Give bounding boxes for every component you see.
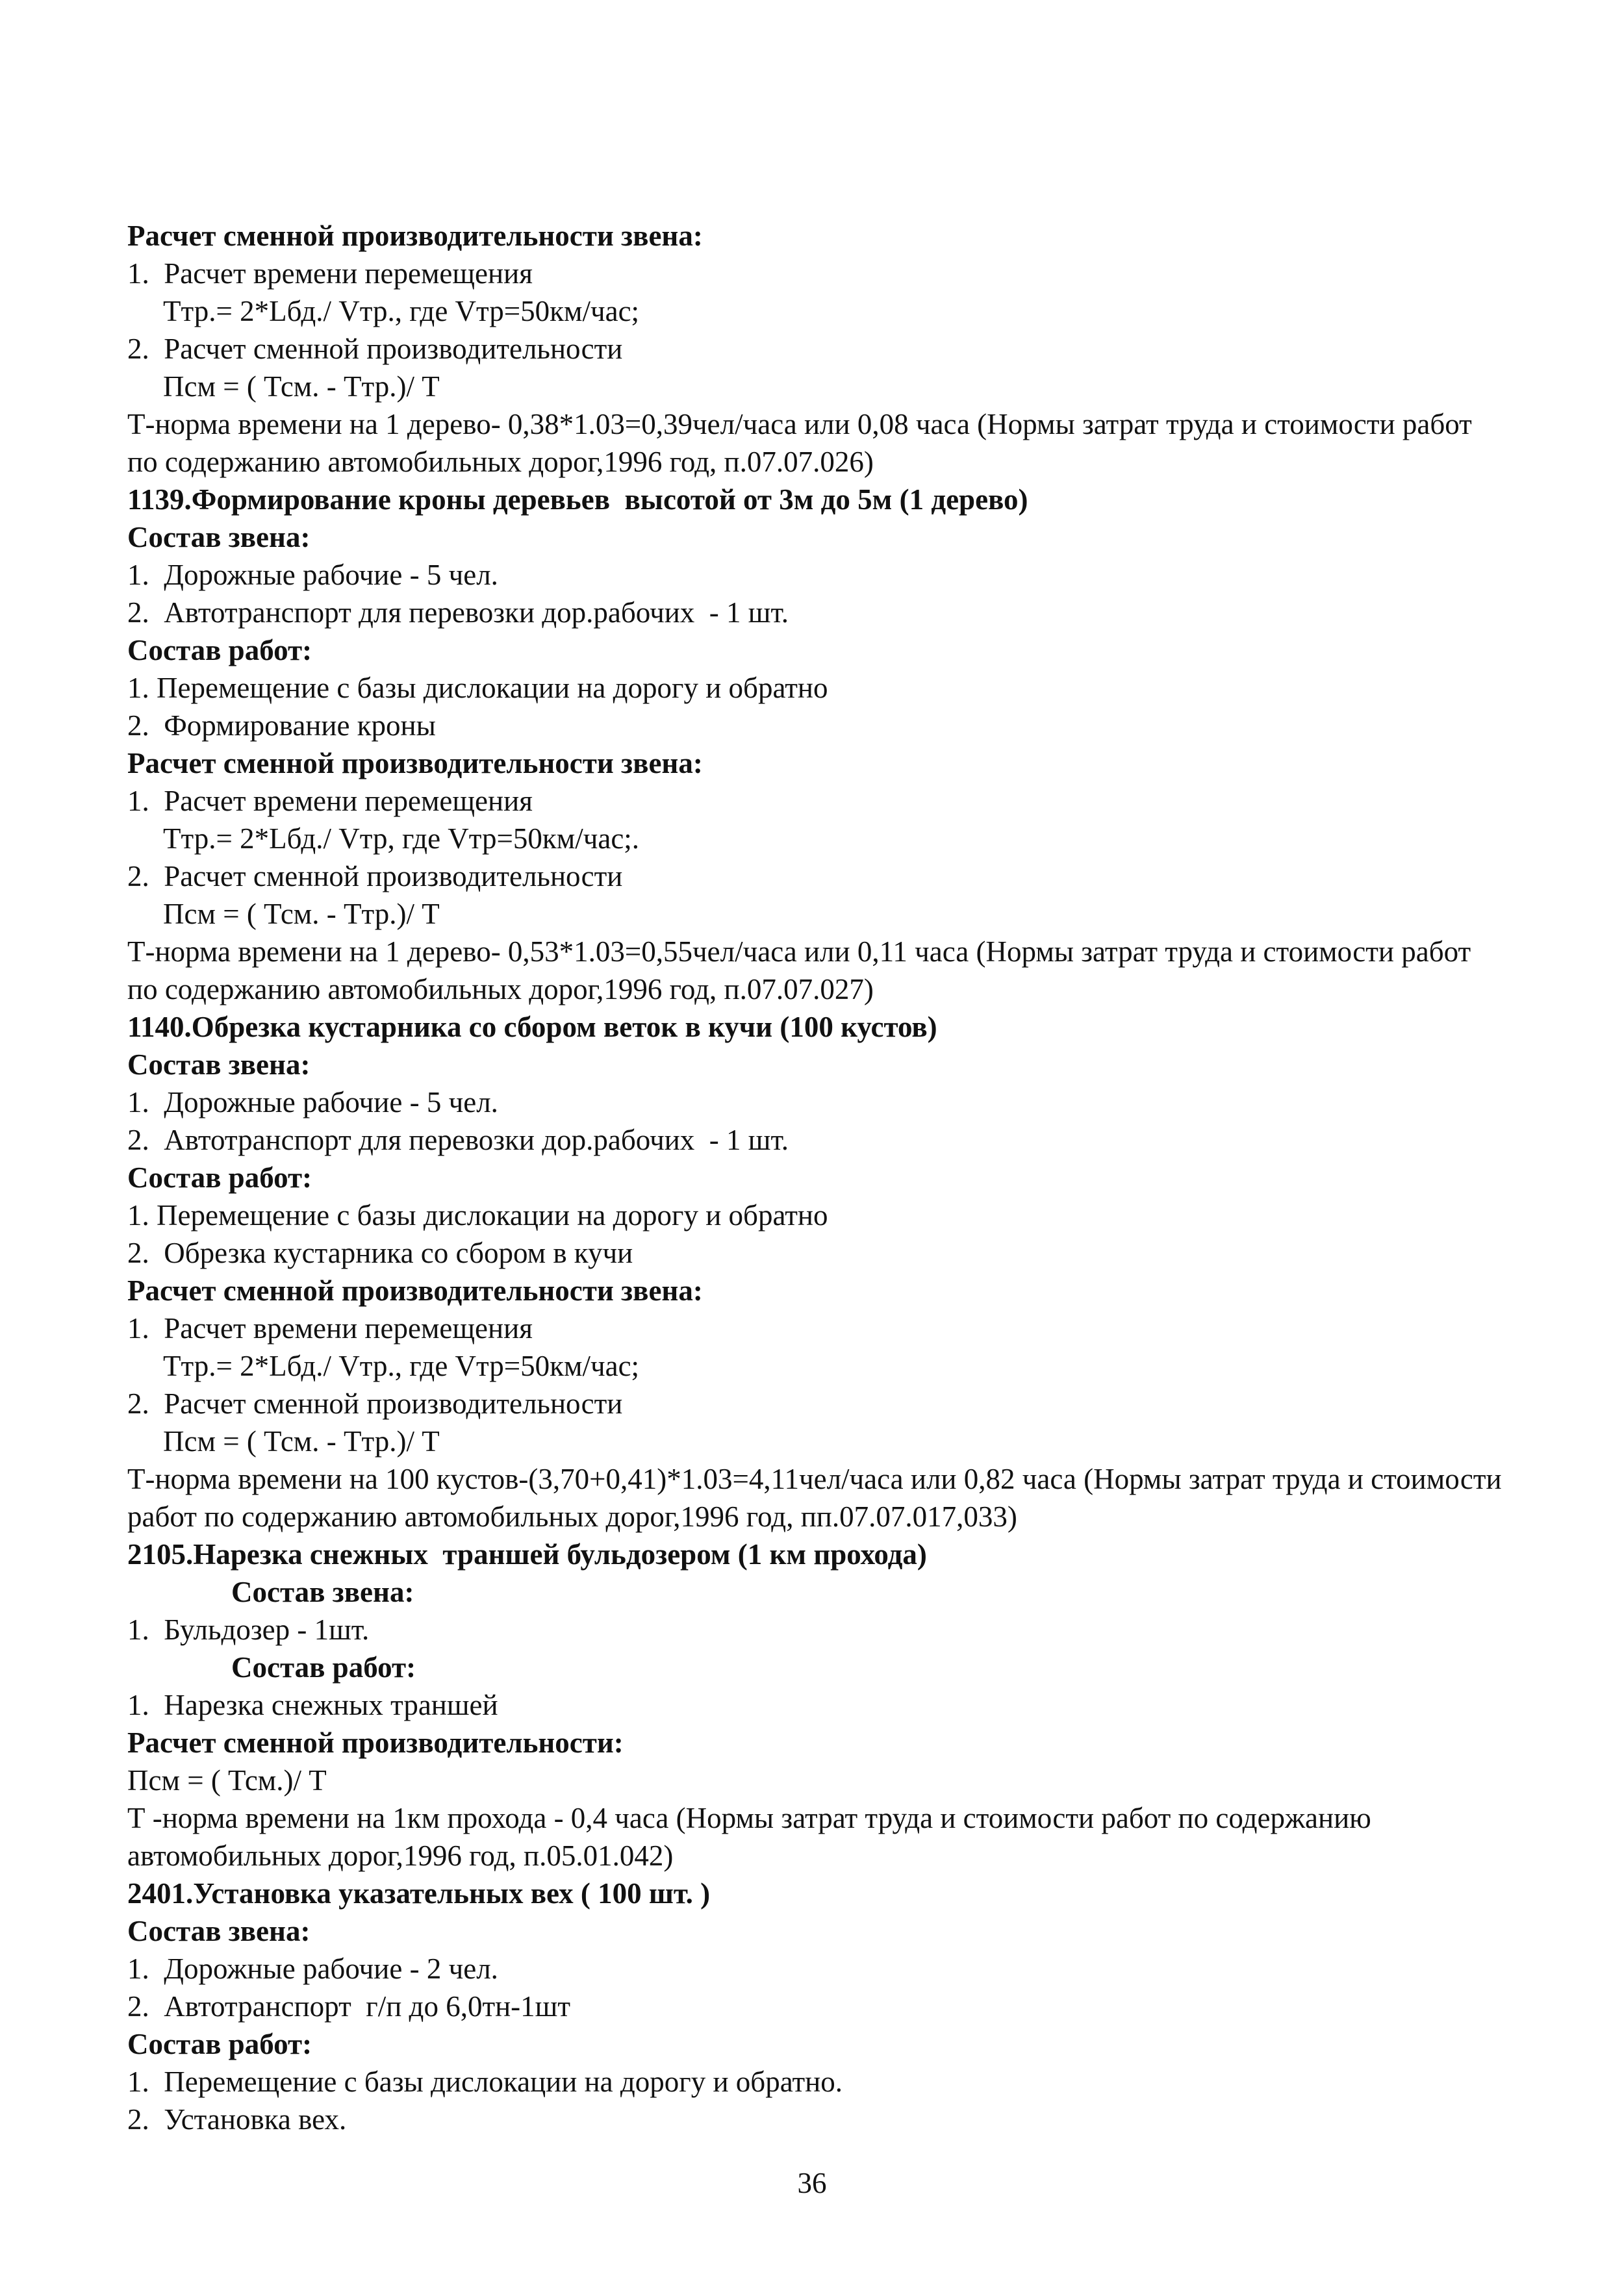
text-line: Ттр.= 2*Lбд./ Vтр, где Vтр=50км/час;. [163,822,640,855]
text-line: Т-норма времени на 100 кустов-(3,70+0,41)*1.03=4,11чел/часа или 0,82 часа (Нормы затрат труда и стоимости работ по содержанию автомобильных дорог,1996 год, пп.07.07.017,033) [127,1463,1502,1533]
text-line: 2. Расчет сменной производительности [127,860,623,892]
text-line: Псм = ( Тсм. - Ттр.)/ Т [163,370,440,403]
heading-line: 2401.Установка указательных вех ( 100 шт. ) [127,1877,711,1910]
page-number: 36 [797,2167,827,2199]
heading-line: Состав звена: [231,1576,414,1608]
text-line: Т-норма времени на 1 дерево- 0,38*1.03=0,39чел/часа или 0,08 часа (Нормы затрат труда и стоимости работ по содержанию автомобильных дорог,1996 год, п.07.07.026) [127,408,1472,478]
text-line: 1. Перемещение с базы дислокации на дорогу и обратно [127,1199,828,1232]
heading-line: Состав звена: [127,1915,311,1947]
heading-line: 1140.Обрезка кустарника со сбором веток в кучи (100 кустов) [127,1011,937,1043]
text-line: Ттр.= 2*Lбд./ Vтр., где Vтр=50км/час; [163,295,640,327]
heading-line: Состав работ: [127,2028,312,2060]
text-line: Псм = ( Тсм. - Ттр.)/ Т [163,1425,440,1458]
heading-line: Расчет сменной производительности звена: [127,747,703,779]
text-line: 2. Формирование кроны [127,709,436,742]
text-line: 1. Расчет времени перемещения [127,1312,533,1345]
text-line: 1. Перемещение с базы дислокации на дорогу и обратно. [127,2066,843,2098]
text-line: 2. Автотранспорт для перевозки дор.рабочих - 1 шт. [127,596,789,629]
text-line: 1. Бульдозер - 1шт. [127,1613,370,1646]
text-line: 2. Автотранспорт для перевозки дор.рабочих - 1 шт. [127,1124,789,1156]
heading-line: Состав работ: [231,1651,416,1684]
text-line: 2. Обрезка кустарника со сбором в кучи [127,1237,633,1269]
text-line: 1. Дорожные рабочие - 5 чел. [127,559,498,591]
text-line: 2. Расчет сменной производительности [127,333,623,365]
heading-line: Состав звена: [127,1048,311,1081]
heading-line: Расчет сменной производительности звена: [127,1274,703,1307]
heading-line: Состав звена: [127,521,311,553]
text-line: 1. Расчет времени перемещения [127,257,533,290]
text-line: Т-норма времени на 1 дерево- 0,53*1.03=0,55чел/часа или 0,11 часа (Нормы затрат труда и стоимости работ по содержанию автомобильных дорог,1996 год, п.07.07.027) [127,935,1471,1005]
text-line: 2. Расчет сменной производительности [127,1387,623,1420]
document-body [127,217,1504,2138]
text-line: 1. Перемещение с базы дислокации на дорогу и обратно [127,672,828,704]
heading-line: 1139.Формирование кроны деревьев высотой от 3м до 5м (1 дерево) [127,483,1028,516]
heading-line: 2105.Нарезка снежных траншей бульдозером (1 км прохода) [127,1538,927,1571]
text-line: Псм = ( Тсм. - Ттр.)/ Т [163,898,440,930]
heading-line: Состав работ: [127,1161,312,1194]
text-line: 1. Дорожные рабочие - 5 чел. [127,1086,498,1118]
text-line: 1. Нарезка снежных траншей [127,1689,498,1721]
text-line: 1. Дорожные рабочие - 2 чел. [127,1952,498,1985]
text-line: Т -норма времени на 1км прохода - 0,4 часа (Нормы затрат труда и стоимости работ по содержанию автомобильных дорог,1996 год, п.05.01.042) [127,1802,1371,1872]
heading-line: Расчет сменной производительности звена: [127,220,703,252]
heading-line: Состав работ: [127,634,312,666]
text-line: Ттр.= 2*Lбд./ Vтр., где Vтр=50км/час; [163,1350,640,1382]
text-line: 2. Установка вех. [127,2103,347,2136]
text-line: Псм = ( Тсм.)/ Т [127,1764,327,1797]
text-line: 1. Расчет времени перемещения [127,785,533,817]
text-line: 2. Автотранспорт г/п до 6,0тн-1шт [127,1990,570,2023]
heading-line: Расчет сменной производительности: [127,1726,624,1759]
